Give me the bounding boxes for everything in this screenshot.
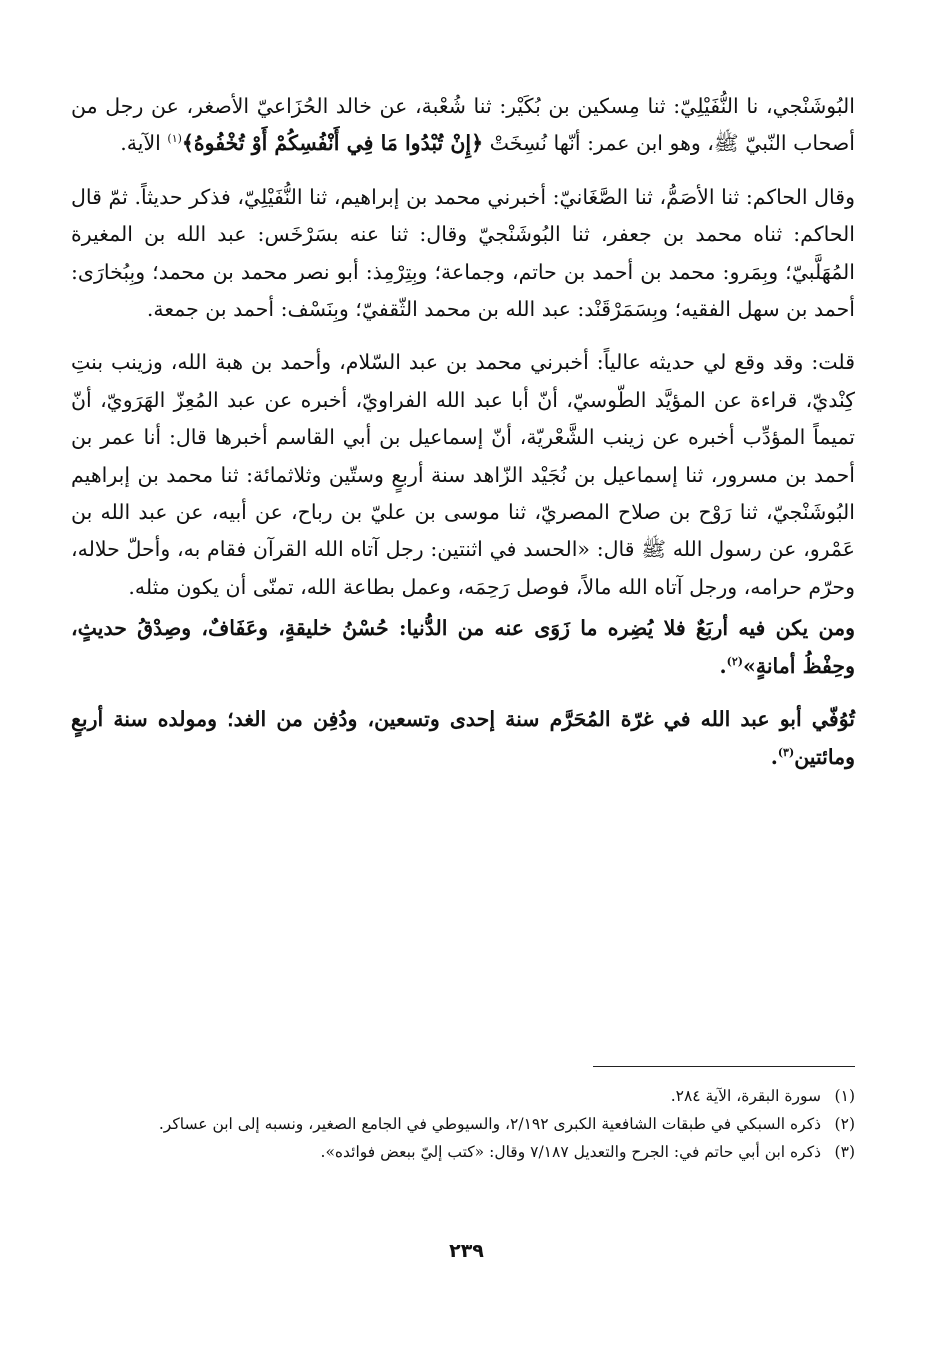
paragraph-gap — [71, 163, 855, 179]
paragraph-2-text: وقال الحاكم: ثنا الأصَمُّ، ثنا الصَّغَانيّ: أخبرني محمد بن إبراهيم، ثنا النُّفَيْلِيّ، فذكر حديثاً. ثمّ قال الحاكم: ثناه محمد بن جعفر، ثنا البُوشَنْجيّ وقال: ثنا عنه بسَرْخَس: عبد الله بن المغيرة المُهَلَّبيّ؛ وبِمَرو: محمد بن أحمد بن حاتم، وجماعة؛ وبِتِرْمِذ: أبو نصر محمد بن محمد؛ وبِبُخارَى: أحمد بن سهل الفقيه؛ وبِسَمَرْقَنْد: عبد الله بن محمد الثّقفيّ؛ وبِنَسْف: أحمد بن جمعة. — [71, 184, 855, 322]
paragraph-1-text: البُوشَنْجي، نا النُّفَيْلِيّ: ثنا مِسكين بن بُكَيْر: ثنا شُعْبة، عن خالد الحُزَاعيّ الأصغر، عن رجل من أصحاب النّبيّ ﷺ، وهو ابن عمر: أنّها نُسِخَتْ — [71, 94, 855, 156]
footnote-text: ذكره ابن أبي حاتم في: الجرح والتعديل ٧/١٨٧ وقال: «كتب إليّ ببعض فوائده». — [320, 1143, 821, 1161]
page-number: ٢٣٩ — [449, 1240, 484, 1262]
footnote-number: (٢) — [834, 1115, 855, 1133]
paragraph-1 — [71, 88, 855, 163]
paragraph-1-tail: الآية. — [120, 131, 168, 156]
footnote-separator — [593, 1066, 855, 1067]
paragraph-4 — [71, 610, 855, 685]
paragraph-4-tail: . — [719, 653, 727, 678]
paragraph-4-text: ومن يكن فيه أربَعٌ فلا يُضِره ما زَوَى عنه من الدُّنيا: حُسْنُ خليقةٍ، وعَفَافٌ، وصِدْقُ حديثٍ، وحِفْظُ أمانةٍ» — [71, 616, 855, 678]
footnotes — [71, 1082, 855, 1166]
footnote-3 — [71, 1138, 855, 1166]
footnote-ref-1: (١) — [167, 132, 182, 146]
footnote-ref-3: (٣) — [777, 745, 795, 759]
paragraph-gap — [71, 328, 855, 344]
footnote-2 — [71, 1110, 855, 1138]
footnote-text: ذكره السبكي في طبقات الشافعية الكبرى ٢/١٩٢، والسيوطي في الجامع الصغير، ونسبه إلى ابن عساكر. — [158, 1115, 821, 1133]
paragraph-5 — [71, 701, 855, 776]
footnote-number: (٣) — [834, 1143, 855, 1161]
page-body — [71, 88, 855, 776]
paragraph-3-text: قلت: وقد وقع لي حديثه عالياً: أخبرني محمد بن عبد السّلام، وأحمد بن هبة الله، وزينب بنتِ كِنْديّ، قراءة عن المؤيَّد الطّوسيّ، أنّ أبا عبد الله الفراويّ، أخبره عن عبد المُعِزّ الهَرَويّ، أنّ تميماً المؤدِّب أخبره عن زينب الشَّعْريّة، أنّ إسماعيل بن أبي القاسم أخبرها قال: أنا عمر بن أحمد بن مسرور، ثنا إسماعيل بن نُجَيْد الزّاهد سنة أربعٍ وستّين وثلاثمائة: ثنا محمد بن إبراهيم البُوشَنْجيّ، ثنا رَوْح بن صلاح المصريّ، ثنا موسى بن عليّ بن رباح، عن أبيه، عن عبد الله بن عَمْرو، عن رسول الله ﷺ قال: «الحسد في اثنتين: رجل آتاه الله القرآن فقام به، وأحلّ حلاله، وحرّم حرامه، ورجل آتاه الله مالاً، فوصل رَحِمَه، وعمل بطاعة الله، تمنّى أن يكون مثله. — [71, 350, 855, 599]
quran-quote: ﴿إِنْ تُبْدُوا مَا فِي أَنْفُسِكُمْ أَوْ تُخْفُوهُ﴾ — [181, 131, 484, 156]
footnote-1 — [71, 1082, 855, 1110]
paragraph-5-tail: . — [770, 744, 778, 769]
paragraph-5-text: تُوُفّي أبو عبد الله في غرّة المُحَرَّم سنة إحدى وتسعين، ودُفِن من الغد؛ ومولده سنة أربعٍ ومائتين — [71, 707, 855, 769]
footnote-ref-2: (٢) — [726, 654, 744, 668]
paragraph-2 — [71, 179, 855, 329]
footnote-number: (١) — [834, 1087, 855, 1105]
paragraph-3 — [71, 344, 855, 606]
paragraph-gap — [71, 685, 855, 701]
footnote-text: سورة البقرة، الآية ٢٨٤. — [670, 1087, 821, 1105]
